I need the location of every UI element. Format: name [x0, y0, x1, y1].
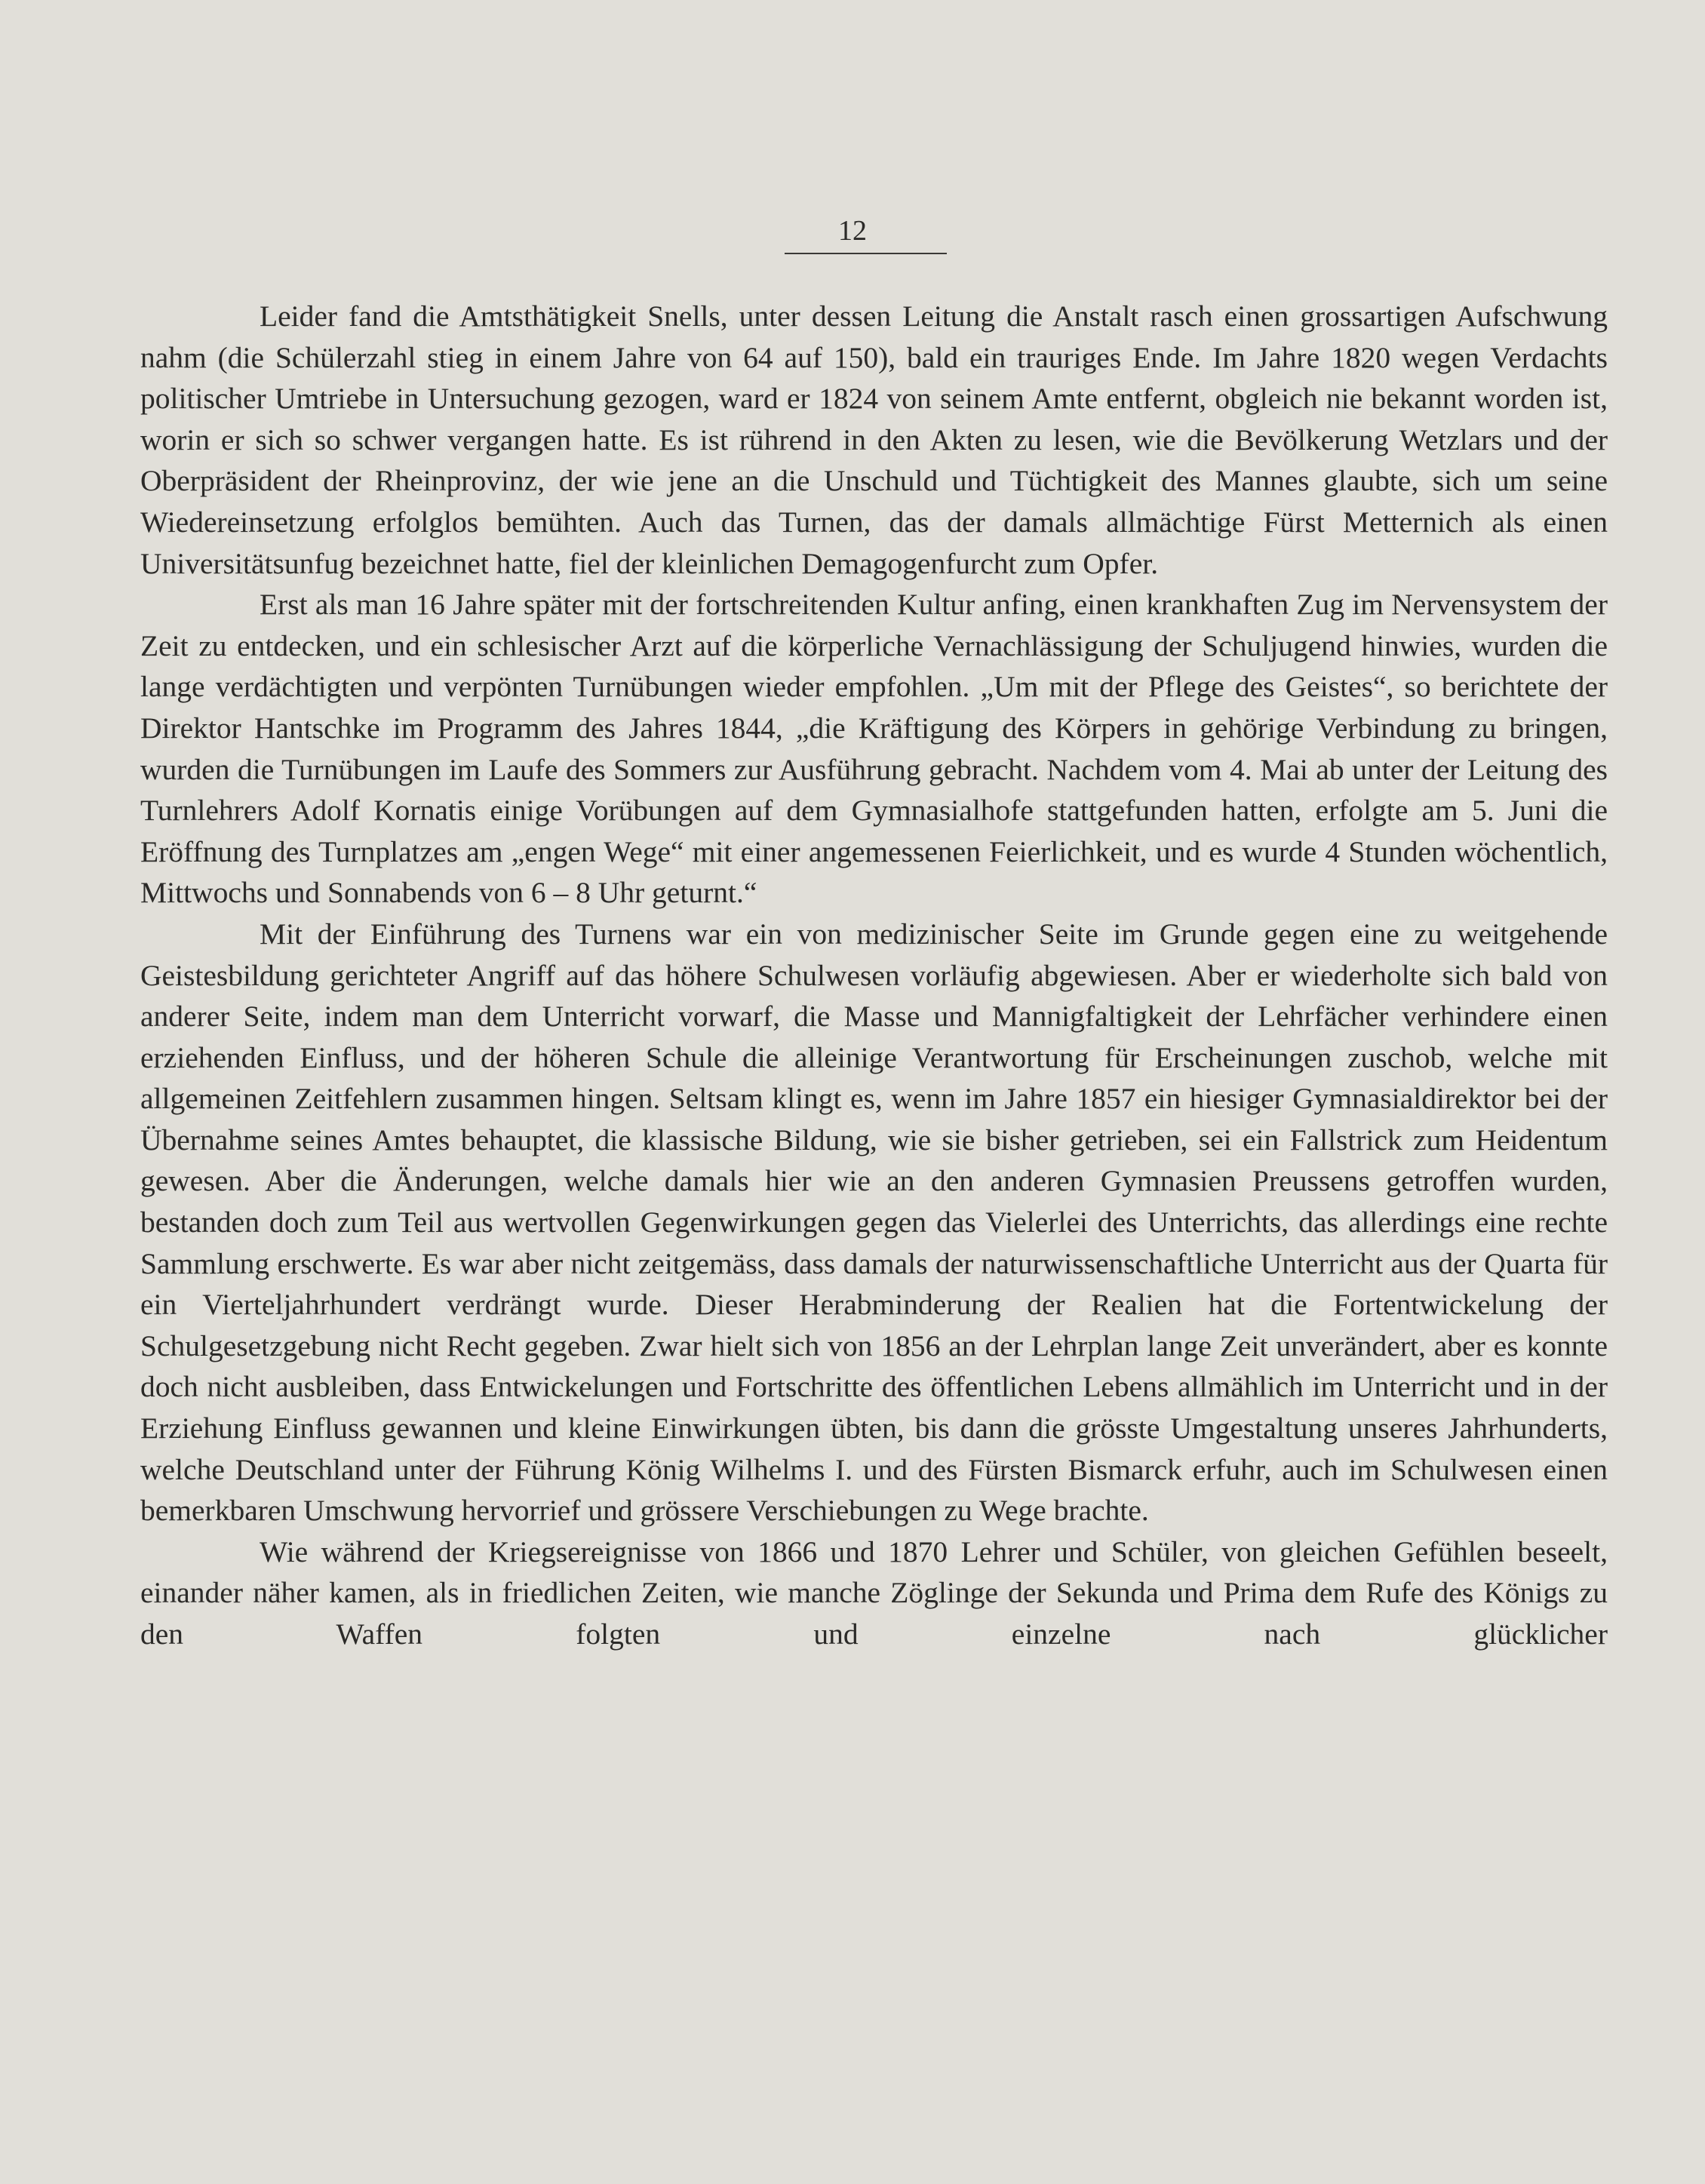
page-number: 12 [838, 215, 867, 247]
page-number-rule [785, 253, 947, 254]
paragraph-1: Leider fand die Amtsthätigkeit Snells, unter dessen Leitung die Anstalt rasch einen grossartigen Aufschwung nahm (die Schülerzahl stieg in einem Jahre von 64 auf 150), bald ein trauriges Ende. Im Jahre 1820 wegen Verdachts politischer Umtriebe in Untersuchung gezogen, ward er 1824 von seinem Amte entfernt, obgleich nie bekannt worden ist, worin er sich so schwer vergangen hatte. Es ist rührend in den Akten zu lesen, wie die Bevölkerung Wetzlars und der Oberpräsident der Rheinprovinz, der wie jene an die Unschuld und Tüchtigkeit des Mannes glaubte, sich um seine Wiedereinsetzung erfolglos bemühten. Auch das Turnen, das der damals allmächtige Fürst Metternich als einen Universitätsunfug bezeichnet hatte, fiel der kleinlichen Demagogenfurcht zum Opfer. [140, 299, 1608, 580]
body-text [140, 296, 1608, 1655]
paragraph-2: Erst als man 16 Jahre später mit der fortschreitenden Kultur anfing, einen krankhaften Zug im Nervensystem der Zeit zu entdecken, und ein schlesischer Arzt auf die körperliche Vernachlässigung der Schuljugend hinwies, wurden die lange verdächtigten und verpönten Turnübungen wieder empfohlen. „Um mit der Pflege des Geistes“, so berichtete der Direktor Hantschke im Programm des Jahres 1844, „die Kräftigung des Körpers in gehörige Verbindung zu bringen, wurden die Turnübungen im Laufe des Sommers zur Ausführung gebracht. Nachdem vom 4. Mai ab unter der Leitung des Turnlehrers Adolf Kornatis einige Vorübungen auf dem Gymnasialhofe stattgefunden hatten, erfolgte am 5. Juni die Eröffnung des Turnplatzes am „engen Wege“ mit einer angemessenen Feierlichkeit, und es wurde 4 Stunden wöchentlich, Mittwochs und Sonnabends von 6 – 8 Uhr geturnt.“ [140, 588, 1608, 910]
paragraph-3: Mit der Einführung des Turnens war ein von medizinischer Seite im Grunde gegen eine zu weitgehende Geistesbildung gerichteter Angriff auf das höhere Schulwesen vorläufig abgewiesen. Aber er wiederholte sich bald von anderer Seite, indem man dem Unterricht vorwarf, die Masse und Mannigfaltigkeit der Lehrfächer verhindere einen erziehenden Einfluss, und der höheren Schule die alleinige Verantwortung für Erscheinungen zuschob, welche mit allgemeinen Zeitfehlern zusammen hingen. Seltsam klingt es, wenn im Jahre 1857 ein hiesiger Gymnasialdirektor bei der Übernahme seines Amtes behauptet, die klassische Bildung, wie sie bisher getrieben, sei ein Fallstrick zum Heidentum gewesen. Aber die Änderungen, welche damals hier wie an den anderen Gymnasien Preussens getroffen wurden, bestanden doch zum Teil aus wertvollen Gegenwirkungen gegen das Vielerlei des Unterrichts, das allerdings eine rechte Sammlung erschwerte. Es war aber nicht zeitgemäss, dass damals der naturwissenschaftliche Unterricht aus der Quarta für ein Vierteljahrhundert verdrängt wurde. Dieser Herabminderung der Realien hat die Fortentwickelung der Schulgesetzgebung nicht Recht gegeben. Zwar hielt sich von 1856 an der Lehrplan lange Zeit unverändert, aber es konnte doch nicht ausbleiben, dass Entwickelungen und Fortschritte des öffentlichen Lebens allmählich im Unterricht und in der Erziehung Einfluss gewannen und kleine Einwirkungen übten, bis dann die grösste Umgestaltung unseres Jahrhunderts, welche Deutschland unter der Führung König Wilhelms I. und des Fürsten Bismarck erfuhr, auch im Schulwesen einen bemerkbaren Umschwung hervorrief und grössere Verschiebungen zu Wege brachte. [140, 917, 1608, 1528]
paragraph-4: Wie während der Kriegsereignisse von 1866 und 1870 Lehrer und Schüler, von gleichen Gefühlen beseelt, einander näher kamen, als in friedlichen Zeiten, wie manche Zöglinge der Sekunda und Prima dem Rufe des Königs zu den Waffen folgten und einzelne nach glücklicher [140, 1534, 1608, 1651]
